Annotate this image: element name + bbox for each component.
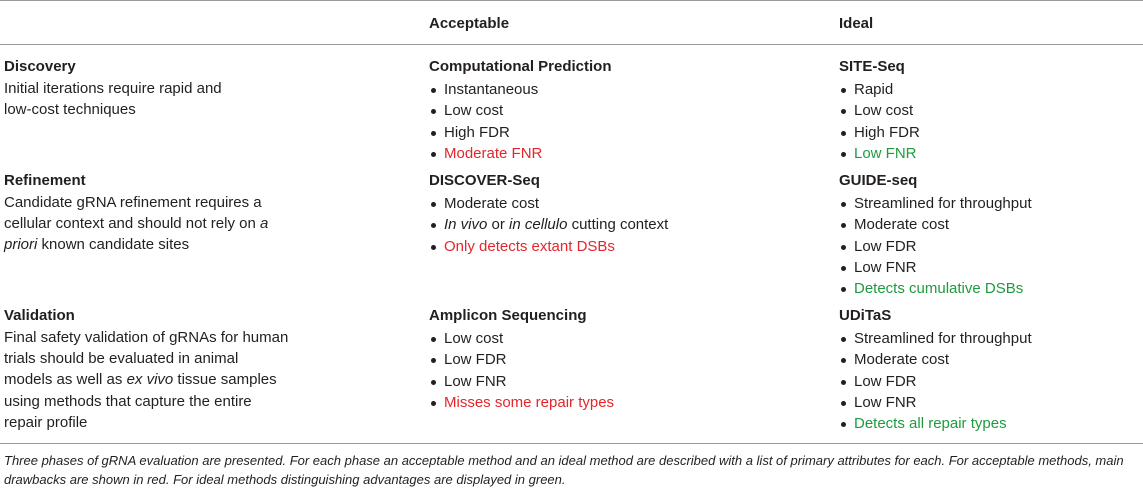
attribute-item: Low FDR: [839, 236, 1032, 257]
attribute-item: Rapid: [839, 79, 920, 100]
attribute-item: Low FNR: [839, 392, 1032, 413]
acceptable-method-validation: Amplicon Sequencing: [429, 307, 587, 324]
phase-description-validation: Final safety validation of gRNAs for human trials should be evaluated in animal models as well as ex vivo tissue samples using methods that capture the entire repair profile: [4, 329, 289, 431]
ideal-attributes-discovery: [839, 79, 920, 164]
ideal-method-discovery: SITE-Seq: [839, 58, 905, 75]
acceptable-attributes-discovery: [429, 79, 542, 164]
attribute-item: Streamlined for throughput: [839, 193, 1032, 214]
attribute-item: Moderate cost: [429, 193, 668, 214]
attribute-item: Low FDR: [429, 349, 614, 370]
acceptable-method-refinement: DISCOVER-Seq: [429, 172, 540, 189]
attribute-item: Detects cumulative DSBs: [839, 278, 1032, 299]
phase-description-discovery: Initial iterations require rapid and low-cost techniques: [4, 80, 222, 119]
table-top-rule: [0, 0, 1143, 1]
ideal-method-validation: UDiTaS: [839, 307, 892, 324]
attribute-item: Low cost: [429, 100, 542, 121]
attribute-item: In vivo or in cellulo cutting context: [429, 214, 668, 235]
attribute-item: Moderate cost: [839, 349, 1032, 370]
header-rule: [0, 44, 1143, 45]
attribute-item: Low cost: [429, 328, 614, 349]
table-bottom-rule: [0, 443, 1143, 444]
phase-title-refinement: Refinement: [4, 172, 86, 189]
phase-description-refinement: Candidate gRNA refinement requires a cellular context and should not rely on a priori known candidate sites: [4, 194, 269, 254]
attribute-item: Detects all repair types: [839, 413, 1032, 434]
attribute-item: Only detects extant DSBs: [429, 236, 668, 257]
ideal-method-refinement: GUIDE-seq: [839, 172, 918, 189]
attribute-item: Low FDR: [839, 371, 1032, 392]
attribute-item: Low cost: [839, 100, 920, 121]
table-caption: Three phases of gRNA evaluation are presented. For each phase an acceptable method and an ideal method are described with a list of primary attributes for each. For acceptable methods, main drawbacks are shown in red. For ideal methods distinguishing advantages are displayed in green.: [4, 453, 1124, 487]
attribute-item: High FDR: [429, 122, 542, 143]
attribute-item: Low FNR: [839, 143, 920, 164]
attribute-item: Low FNR: [429, 371, 614, 392]
acceptable-attributes-validation: [429, 328, 614, 413]
attribute-item: Misses some repair types: [429, 392, 614, 413]
attribute-item: Moderate cost: [839, 214, 1032, 235]
phase-title-validation: Validation: [4, 307, 75, 324]
attribute-item: Streamlined for throughput: [839, 328, 1032, 349]
ideal-attributes-validation: [839, 328, 1032, 434]
attribute-item: High FDR: [839, 122, 920, 143]
acceptable-method-discovery: Computational Prediction: [429, 58, 612, 75]
attribute-item: Moderate FNR: [429, 143, 542, 164]
phase-title-discovery: Discovery: [4, 58, 76, 75]
attribute-item: Instantaneous: [429, 79, 542, 100]
column-header-ideal: Ideal: [839, 15, 874, 32]
attribute-item: Low FNR: [839, 257, 1032, 278]
ideal-attributes-refinement: [839, 193, 1032, 299]
column-header-acceptable: Acceptable: [429, 15, 510, 32]
acceptable-attributes-refinement: [429, 193, 668, 257]
